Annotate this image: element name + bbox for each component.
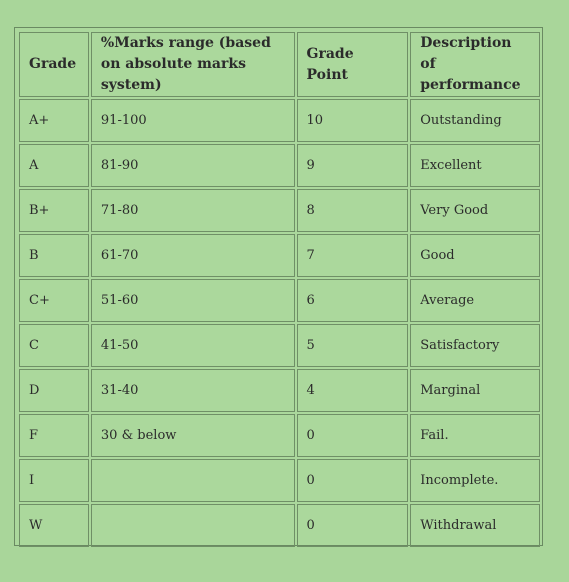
marks-range-cell: 51-60 [91,279,295,322]
table-body [19,99,540,547]
description-cell: Fail. [410,414,540,457]
grade-point-cell: 6 [297,279,409,322]
table-row [19,504,540,547]
description-cell: Satisfactory [410,324,540,367]
grading-table [17,30,542,549]
table-row [19,459,540,502]
grade-cell: F [19,414,89,457]
table-row [19,414,540,457]
grade-point-cell: 10 [297,99,409,142]
marks-range-cell: 91-100 [91,99,295,142]
marks-range-cell [91,504,295,547]
grade-cell: C+ [19,279,89,322]
table-row [19,279,540,322]
marks-range-cell: 81-90 [91,144,295,187]
marks-range-cell: 31-40 [91,369,295,412]
table-row [19,234,540,277]
grade-cell: I [19,459,89,502]
header-row [19,32,540,97]
grade-cell: A [19,144,89,187]
description-cell: Incomplete. [410,459,540,502]
grading-table-panel [14,27,543,546]
grade-point-cell: 0 [297,414,409,457]
description-cell: Good [410,234,540,277]
header-grade: Grade [19,32,89,97]
grade-cell: B+ [19,189,89,232]
grade-point-cell: 5 [297,324,409,367]
grade-point-cell: 8 [297,189,409,232]
header-marks-range: %Marks range (based on absolute marks system) [91,32,295,97]
description-cell: Average [410,279,540,322]
marks-range-cell: 71-80 [91,189,295,232]
description-cell: Very Good [410,189,540,232]
table-header [19,32,540,97]
grade-point-cell: 9 [297,144,409,187]
grade-point-cell: 4 [297,369,409,412]
grade-point-cell: 0 [297,459,409,502]
grade-cell: D [19,369,89,412]
grade-cell: C [19,324,89,367]
description-cell: Excellent [410,144,540,187]
grade-cell: A+ [19,99,89,142]
description-cell: Marginal [410,369,540,412]
table-row [19,324,540,367]
grade-cell: W [19,504,89,547]
marks-range-cell: 41-50 [91,324,295,367]
description-cell: Outstanding [410,99,540,142]
marks-range-cell: 61-70 [91,234,295,277]
description-cell: Withdrawal [410,504,540,547]
grade-point-cell: 7 [297,234,409,277]
table-row [19,189,540,232]
grade-cell: B [19,234,89,277]
table-row [19,369,540,412]
marks-range-cell: 30 & below [91,414,295,457]
table-row [19,99,540,142]
header-grade-point: Grade Point [297,32,409,97]
table-row [19,144,540,187]
header-description: Description of performance [410,32,540,97]
marks-range-cell [91,459,295,502]
grade-point-cell: 0 [297,504,409,547]
